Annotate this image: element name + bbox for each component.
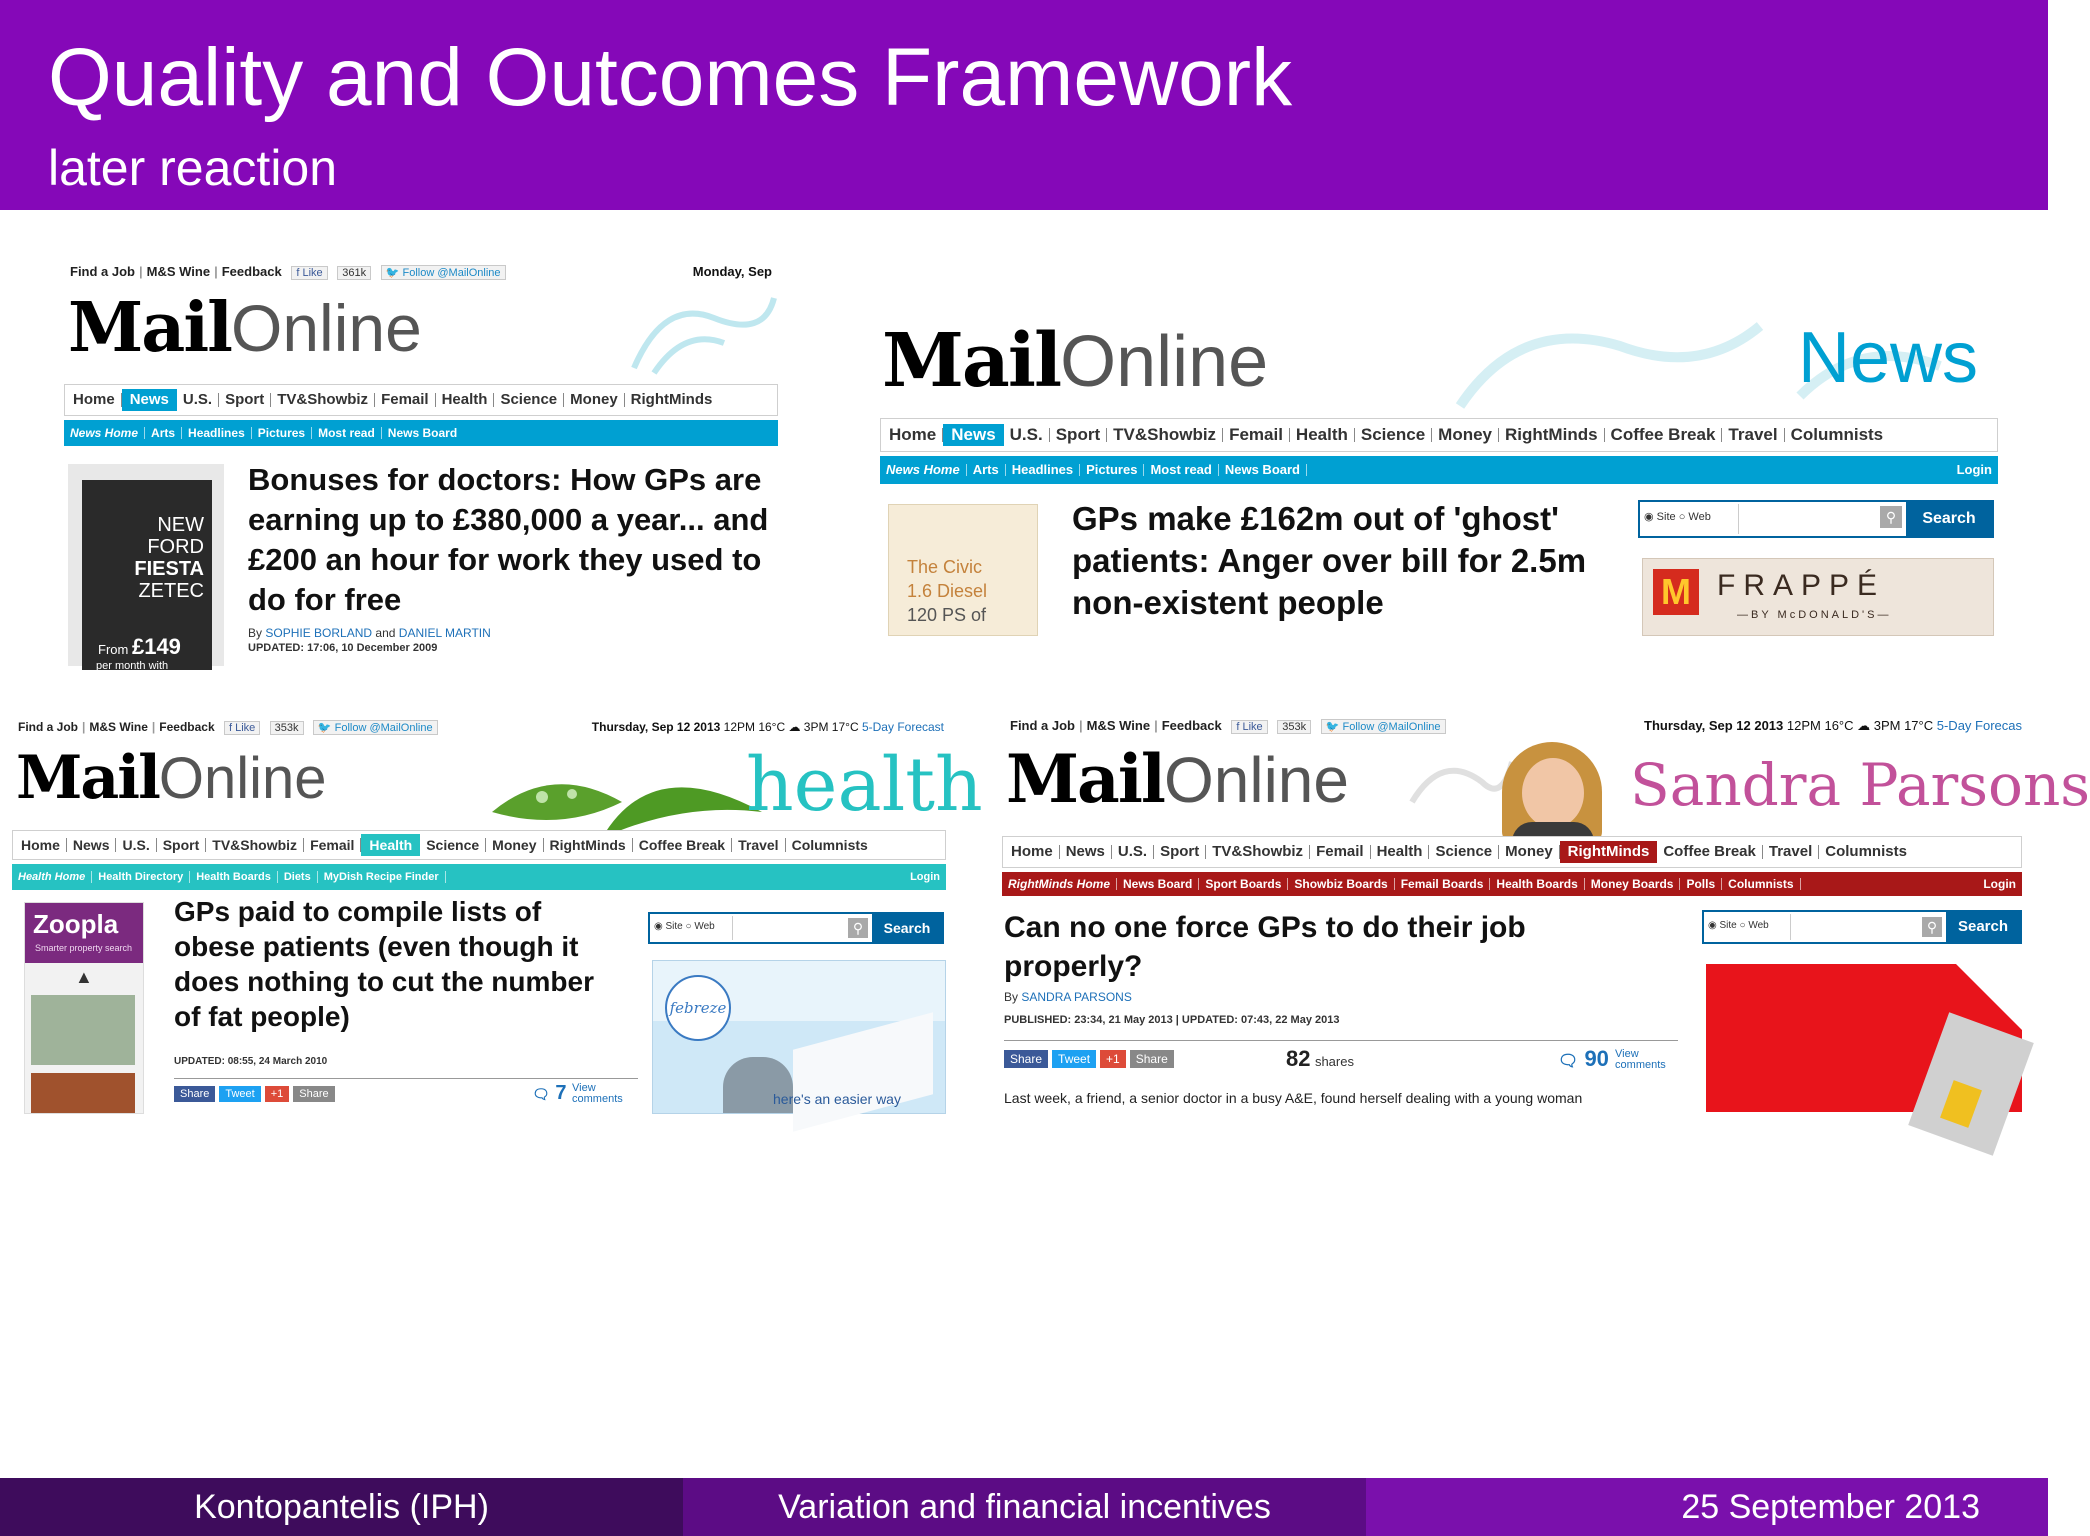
subnav-item[interactable]: Health Directory bbox=[92, 871, 190, 883]
nav-item[interactable]: Travel bbox=[1722, 428, 1784, 442]
nav-item[interactable]: Health bbox=[1290, 428, 1355, 442]
nav-item[interactable]: Columnists bbox=[1825, 843, 1907, 860]
subnav-item[interactable]: Money Boards bbox=[1585, 878, 1681, 890]
nav-item[interactable]: Money bbox=[486, 838, 543, 852]
utility-bar: Find a Job | M&S Wine | Feedback f Like 353k 🐦 Follow @MailOnline Thursday, Sep 12 2013 12PM 16°C ☁ 3PM 17°C 5-Day Forecas bbox=[1010, 718, 2022, 733]
nav-item-active[interactable]: News bbox=[943, 424, 1003, 446]
footer-author: Kontopantelis (IPH) bbox=[0, 1478, 683, 1536]
updated-date: UPDATED: 08:55, 24 March 2010 bbox=[174, 1056, 328, 1067]
radio-empty-icon[interactable]: ○ bbox=[1678, 511, 1686, 523]
zoopla-logo: Zoopla bbox=[33, 909, 119, 939]
twitter-bird-icon: 🐦 bbox=[317, 722, 332, 734]
subnav-item[interactable]: Columnists bbox=[1722, 878, 1800, 890]
sub-nav bbox=[12, 864, 946, 890]
facebook-like-button[interactable]: f Like bbox=[291, 266, 327, 280]
login-link[interactable]: Login bbox=[1956, 462, 1992, 477]
nav-item[interactable]: Money bbox=[1432, 428, 1499, 442]
mcdonalds-logo-icon: M bbox=[1653, 569, 1699, 615]
house-photo bbox=[31, 1073, 135, 1113]
search-input[interactable] bbox=[732, 916, 866, 940]
sub-nav bbox=[880, 456, 1998, 484]
ad-line: FIESTA bbox=[134, 558, 204, 580]
radio-selected-icon[interactable]: ◉ bbox=[1708, 920, 1717, 931]
mailonline-logo[interactable]: MailOnline bbox=[16, 743, 327, 813]
author-link[interactable]: SANDRA PARSONS bbox=[1021, 990, 1132, 1004]
nav-item[interactable]: Home bbox=[15, 838, 67, 852]
nav-item[interactable]: Sport bbox=[157, 838, 207, 852]
util-link[interactable]: Find a Job bbox=[1010, 718, 1075, 733]
honda-civic-ad[interactable] bbox=[888, 504, 1038, 636]
nav-item[interactable]: Femail bbox=[1223, 428, 1290, 442]
zoopla-ad[interactable] bbox=[24, 902, 144, 1114]
forecast-link[interactable]: 5-Day Forecas bbox=[1936, 718, 2022, 733]
radio-empty-icon[interactable]: ○ bbox=[1739, 920, 1746, 931]
search-scope[interactable]: ◉ Site ○ Web bbox=[654, 921, 715, 932]
nav-item[interactable]: Coffee Break bbox=[1657, 845, 1763, 859]
section-title-columnist[interactable]: Sandra Parsons bbox=[1630, 751, 2090, 819]
ford-fiesta-ad[interactable] bbox=[68, 464, 224, 672]
article-body: Last week, a friend, a senior doctor in a busy A&E, found herself dealing with a young woman bbox=[1004, 1090, 1583, 1106]
ad-price-prefix: From bbox=[98, 642, 129, 657]
comments-link[interactable]: 🗨 90 View comments bbox=[1558, 1046, 1666, 1072]
mattress-shape bbox=[793, 1012, 933, 1132]
nav-item[interactable]: TV&Showbiz bbox=[271, 393, 375, 407]
sub-nav bbox=[64, 420, 778, 446]
nav-item[interactable]: Health bbox=[436, 393, 495, 407]
febreze-ad[interactable] bbox=[652, 960, 946, 1114]
search-button[interactable]: Search bbox=[1946, 912, 2020, 942]
like-count: 353k bbox=[1277, 720, 1311, 734]
slide-header bbox=[0, 0, 2048, 210]
twitter-follow-button[interactable]: 🐦 Follow @MailOnline bbox=[381, 265, 506, 280]
nav-item[interactable]: Money bbox=[564, 393, 625, 407]
ad-line: ZETEC bbox=[138, 580, 204, 602]
search-button[interactable]: Search bbox=[872, 914, 942, 942]
nav-item[interactable]: Femail bbox=[1310, 845, 1371, 859]
main-nav bbox=[12, 830, 946, 860]
article-headline[interactable]: GPs paid to compile lists of obese patients (even though it does nothing to cut the number of fat people) bbox=[174, 896, 594, 1032]
nav-item[interactable]: Science bbox=[1355, 428, 1432, 442]
subnav-item[interactable]: Health Boards bbox=[190, 871, 278, 883]
mailonline-logo[interactable]: MailOnline bbox=[68, 288, 422, 368]
share-bar bbox=[1004, 1050, 1178, 1068]
nav-item[interactable]: Home bbox=[883, 428, 943, 442]
subnav-item[interactable]: Showbiz Boards bbox=[1288, 878, 1394, 890]
author-link[interactable]: DANIEL MARTIN bbox=[398, 626, 491, 640]
nav-item[interactable]: Femail bbox=[304, 838, 361, 852]
nav-item[interactable]: TV&Showbiz bbox=[1107, 428, 1223, 442]
subnav-item[interactable]: Arts bbox=[967, 464, 1006, 476]
nav-item[interactable]: Travel bbox=[732, 838, 785, 852]
nav-item[interactable]: RightMinds bbox=[1499, 428, 1605, 442]
screenshot-obese-patients-article bbox=[12, 714, 983, 1112]
date-weather: Thursday, Sep 12 2013 12PM 16°C ☁ 3PM 17°C 5-Day Forecast bbox=[591, 720, 944, 734]
nav-item[interactable]: Science bbox=[1429, 845, 1499, 859]
search-box bbox=[648, 912, 944, 944]
swirl-decoration-icon bbox=[624, 288, 784, 378]
facebook-icon: f bbox=[1236, 721, 1240, 733]
frappe-subtitle: —BY McDONALD'S— bbox=[1737, 609, 1892, 621]
speech-bubble-icon: 🗨 bbox=[1558, 1053, 1579, 1070]
google-plus-button[interactable]: +1 bbox=[265, 1086, 290, 1102]
updated-date: UPDATED: 17:06, 10 December 2009 bbox=[248, 642, 438, 654]
twitter-bird-icon: 🐦 bbox=[1325, 721, 1340, 733]
nav-item[interactable]: Columnists bbox=[1790, 425, 1884, 444]
subnav-item[interactable]: Health Home bbox=[18, 871, 92, 883]
footer-topic: Variation and financial incentives bbox=[683, 1478, 1366, 1536]
subnav-item[interactable]: News Home bbox=[70, 427, 145, 439]
house-photo bbox=[31, 995, 135, 1065]
nav-item[interactable]: Home bbox=[1005, 845, 1060, 859]
nav-item[interactable]: Home bbox=[67, 393, 122, 407]
ad-line: NEW bbox=[157, 514, 204, 536]
share-bar bbox=[174, 1086, 339, 1102]
sub-nav bbox=[1002, 872, 2022, 896]
subnav-item[interactable]: Most read bbox=[1144, 464, 1218, 476]
nav-item-active[interactable]: RightMinds bbox=[1560, 841, 1658, 863]
nav-item-active[interactable]: News bbox=[122, 389, 177, 411]
article-headline[interactable]: GPs make £162m out of 'ghost' patients: Anger over bill for 2.5m non-existent people bbox=[1072, 500, 1587, 621]
login-link[interactable]: Login bbox=[1983, 877, 2016, 891]
subnav-item[interactable]: Arts bbox=[145, 427, 182, 439]
main-nav bbox=[64, 384, 778, 416]
frappe-title: FRAPPÉ bbox=[1717, 569, 1886, 602]
nav-item[interactable]: U.S. bbox=[1112, 845, 1154, 859]
main-nav bbox=[1002, 836, 2022, 868]
nav-item[interactable]: RightMinds bbox=[544, 838, 633, 852]
subnav-item[interactable]: RightMinds Home bbox=[1008, 878, 1117, 890]
utility-bar: Find a Job | M&S Wine | Feedback f Like 361k 🐦 Follow @MailOnline Monday, Sep bbox=[70, 264, 772, 279]
nav-item[interactable]: Coffee Break bbox=[1605, 428, 1723, 442]
author-link[interactable]: SOPHIE BORLAND bbox=[265, 626, 373, 640]
nav-item[interactable]: Travel bbox=[1763, 845, 1819, 859]
share-button[interactable]: Share bbox=[1130, 1050, 1174, 1068]
article-headline[interactable]: Bonuses for doctors: How GPs are earning up to £380,000 a year... and £200 an hour for work they used to do for free bbox=[248, 462, 769, 617]
subnav-item[interactable]: MyDish Recipe Finder bbox=[318, 871, 446, 883]
login-link[interactable]: Login bbox=[910, 871, 940, 883]
search-input[interactable] bbox=[1738, 504, 1902, 534]
subnav-item[interactable]: News Board bbox=[1219, 464, 1307, 476]
radio-empty-icon[interactable]: ○ bbox=[685, 921, 692, 932]
search-input[interactable] bbox=[1790, 914, 1940, 940]
subnav-item[interactable]: Pictures bbox=[252, 427, 312, 439]
nav-item[interactable]: Coffee Break bbox=[633, 838, 732, 852]
like-count: 353k bbox=[270, 721, 304, 735]
subnav-item[interactable]: Health Boards bbox=[1490, 878, 1584, 890]
screenshot-bonuses-article bbox=[64, 258, 778, 672]
screenshot-ghost-patients-article bbox=[880, 306, 1998, 634]
mailonline-logo[interactable]: MailOnline bbox=[1006, 740, 1349, 818]
share-button[interactable]: Share bbox=[293, 1086, 334, 1102]
byline: By SANDRA PARSONS bbox=[1004, 990, 1132, 1004]
nav-item[interactable]: Sport bbox=[1050, 428, 1107, 442]
radio-selected-icon[interactable]: ◉ bbox=[1644, 511, 1654, 523]
nav-item[interactable]: News bbox=[67, 838, 117, 852]
nav-item[interactable]: U.S. bbox=[177, 393, 219, 407]
red-banner-ad[interactable] bbox=[1706, 964, 2022, 1112]
search-button[interactable]: Search bbox=[1906, 502, 1992, 536]
nav-item[interactable]: TV&Showbiz bbox=[206, 838, 304, 852]
radio-selected-icon[interactable]: ◉ bbox=[654, 921, 663, 932]
facebook-like-button[interactable]: f Like bbox=[224, 721, 260, 735]
facebook-share-button[interactable]: Share bbox=[174, 1086, 215, 1102]
nav-item[interactable]: Sport bbox=[1154, 845, 1206, 859]
subnav-item[interactable]: News Home bbox=[886, 464, 967, 476]
nav-item[interactable]: U.S. bbox=[116, 838, 156, 852]
columnist-photo bbox=[1494, 740, 1610, 838]
ad-price-note: per month with bbox=[96, 660, 169, 672]
subnav-item[interactable]: Pictures bbox=[1080, 464, 1144, 476]
nav-item[interactable]: Femail bbox=[375, 393, 436, 407]
nav-item[interactable]: RightMinds bbox=[630, 391, 713, 408]
util-link[interactable]: Feedback bbox=[1161, 718, 1222, 733]
google-plus-button[interactable]: +1 bbox=[1100, 1050, 1126, 1068]
date-text: Monday, Sep bbox=[692, 264, 772, 279]
ad-line: The Civic bbox=[907, 557, 983, 577]
facebook-icon: f bbox=[296, 267, 300, 279]
utility-bar: Find a Job | M&S Wine | Feedback f Like 353k 🐦 Follow @MailOnline Thursday, Sep 12 2013 12PM 16°C ☁ 3PM 17°C 5-Day Forecast bbox=[18, 720, 944, 734]
twitter-bird-icon: 🐦 bbox=[385, 267, 400, 279]
twitter-follow-button[interactable]: 🐦 Follow @MailOnline bbox=[313, 720, 438, 735]
date-weather: Thursday, Sep 12 2013 12PM 16°C ☁ 3PM 17°C 5-Day Forecas bbox=[1644, 718, 2022, 733]
footer-date: 25 September 2013 bbox=[1366, 1478, 2048, 1536]
weather-text: 12PM 16°C ☁ 3PM 17°C bbox=[1786, 718, 1934, 733]
subnav-item[interactable]: Femail Boards bbox=[1395, 878, 1491, 890]
subnav-item[interactable]: News Board bbox=[1117, 878, 1199, 890]
util-link[interactable]: M&S Wine bbox=[1086, 718, 1151, 733]
subnav-item[interactable]: News Board bbox=[387, 426, 458, 440]
byline: By SOPHIE BORLAND and DANIEL MARTIN bbox=[248, 626, 491, 640]
febreze-logo: febreze bbox=[665, 975, 731, 1041]
febreze-tagline: here's an easier way bbox=[773, 1091, 901, 1107]
util-link[interactable]: Feedback bbox=[221, 264, 282, 279]
search-scope[interactable]: ◉ Site ○ Web bbox=[1644, 511, 1711, 523]
nav-item[interactable]: Sport bbox=[219, 393, 271, 407]
comments-link[interactable]: 🗨 7 View comments bbox=[532, 1081, 623, 1105]
ad-price: £149 bbox=[131, 634, 181, 659]
nav-item[interactable]: Money bbox=[1499, 845, 1560, 859]
subnav-item[interactable]: Sport Boards bbox=[1199, 878, 1288, 890]
weather-text: 12PM 16°C ☁ 3PM 17°C bbox=[723, 720, 859, 734]
facebook-like-button[interactable]: f Like bbox=[1231, 720, 1267, 734]
section-title-health[interactable]: health bbox=[746, 742, 983, 828]
forecast-link[interactable]: 5-Day Forecast bbox=[861, 720, 944, 734]
util-link[interactable]: Find a Job bbox=[70, 264, 135, 279]
nav-item[interactable]: News bbox=[1060, 845, 1112, 859]
like-count: 361k bbox=[337, 266, 371, 280]
ad-line: FORD bbox=[147, 536, 204, 558]
screenshot-sandra-parsons-article bbox=[1002, 712, 2090, 1112]
subnav-item[interactable]: Diets bbox=[278, 871, 318, 883]
subnav-item[interactable]: Polls bbox=[1680, 878, 1722, 890]
util-link[interactable]: Feedback bbox=[159, 720, 215, 734]
util-link[interactable]: Find a Job bbox=[18, 720, 78, 734]
nav-item[interactable]: Health bbox=[1371, 845, 1430, 859]
magnifier-icon[interactable]: ⚲ bbox=[1922, 917, 1942, 937]
magnifier-icon[interactable]: ⚲ bbox=[848, 918, 868, 938]
twitter-follow-button[interactable]: 🐦 Follow @MailOnline bbox=[1321, 719, 1446, 734]
up-arrow-icon[interactable]: ▲ bbox=[75, 967, 93, 987]
search-box bbox=[1638, 500, 1994, 538]
speech-bubble-icon: 🗨 bbox=[532, 1086, 550, 1102]
util-link[interactable]: M&S Wine bbox=[146, 264, 211, 279]
zoopla-tagline: Smarter property search bbox=[35, 943, 133, 953]
nav-item[interactable]: Science bbox=[420, 838, 486, 852]
search-box bbox=[1702, 910, 2022, 944]
slide-title: Quality and Outcomes Framework bbox=[48, 32, 1293, 123]
section-title-news[interactable]: News bbox=[1797, 318, 1978, 398]
util-link[interactable]: M&S Wine bbox=[89, 720, 148, 734]
mcdonalds-frappe-ad[interactable] bbox=[1642, 558, 1994, 636]
nav-item[interactable]: Science bbox=[494, 393, 564, 407]
article-headline[interactable]: Can no one force GPs to do their job properly? bbox=[1004, 911, 1526, 983]
ad-line: 1.6 Diesel bbox=[907, 581, 988, 601]
nav-item-active[interactable]: Health bbox=[361, 834, 420, 856]
facebook-share-button[interactable]: Share bbox=[1004, 1050, 1048, 1068]
ad-line: 120 PS of bbox=[907, 605, 987, 625]
published-date: PUBLISHED: 23:34, 21 May 2013 | UPDATED: 07:43, 22 May 2013 bbox=[1004, 1014, 1340, 1026]
twitter-share-button[interactable]: Tweet bbox=[219, 1086, 260, 1102]
main-nav bbox=[880, 418, 1998, 452]
slide-footer bbox=[0, 1478, 2048, 1536]
mailonline-logo[interactable]: MailOnline bbox=[882, 318, 1269, 404]
share-count: 82 shares bbox=[1286, 1046, 1354, 1071]
subnav-item[interactable]: Most read bbox=[312, 427, 382, 439]
twitter-share-button[interactable]: Tweet bbox=[1052, 1050, 1096, 1068]
subnav-item[interactable]: Headlines bbox=[182, 427, 252, 439]
nav-item[interactable]: TV&Showbiz bbox=[1206, 845, 1310, 859]
magnifier-icon[interactable]: ⚲ bbox=[1880, 506, 1902, 528]
slide-subtitle: later reaction bbox=[48, 140, 338, 196]
facebook-icon: f bbox=[228, 722, 233, 734]
nav-item[interactable]: Columnists bbox=[791, 837, 868, 853]
search-scope[interactable]: ◉ Site ○ Web bbox=[1708, 920, 1769, 931]
nav-item[interactable]: U.S. bbox=[1004, 428, 1050, 442]
leaf-icon bbox=[482, 742, 772, 842]
subnav-item[interactable]: Headlines bbox=[1006, 464, 1080, 476]
